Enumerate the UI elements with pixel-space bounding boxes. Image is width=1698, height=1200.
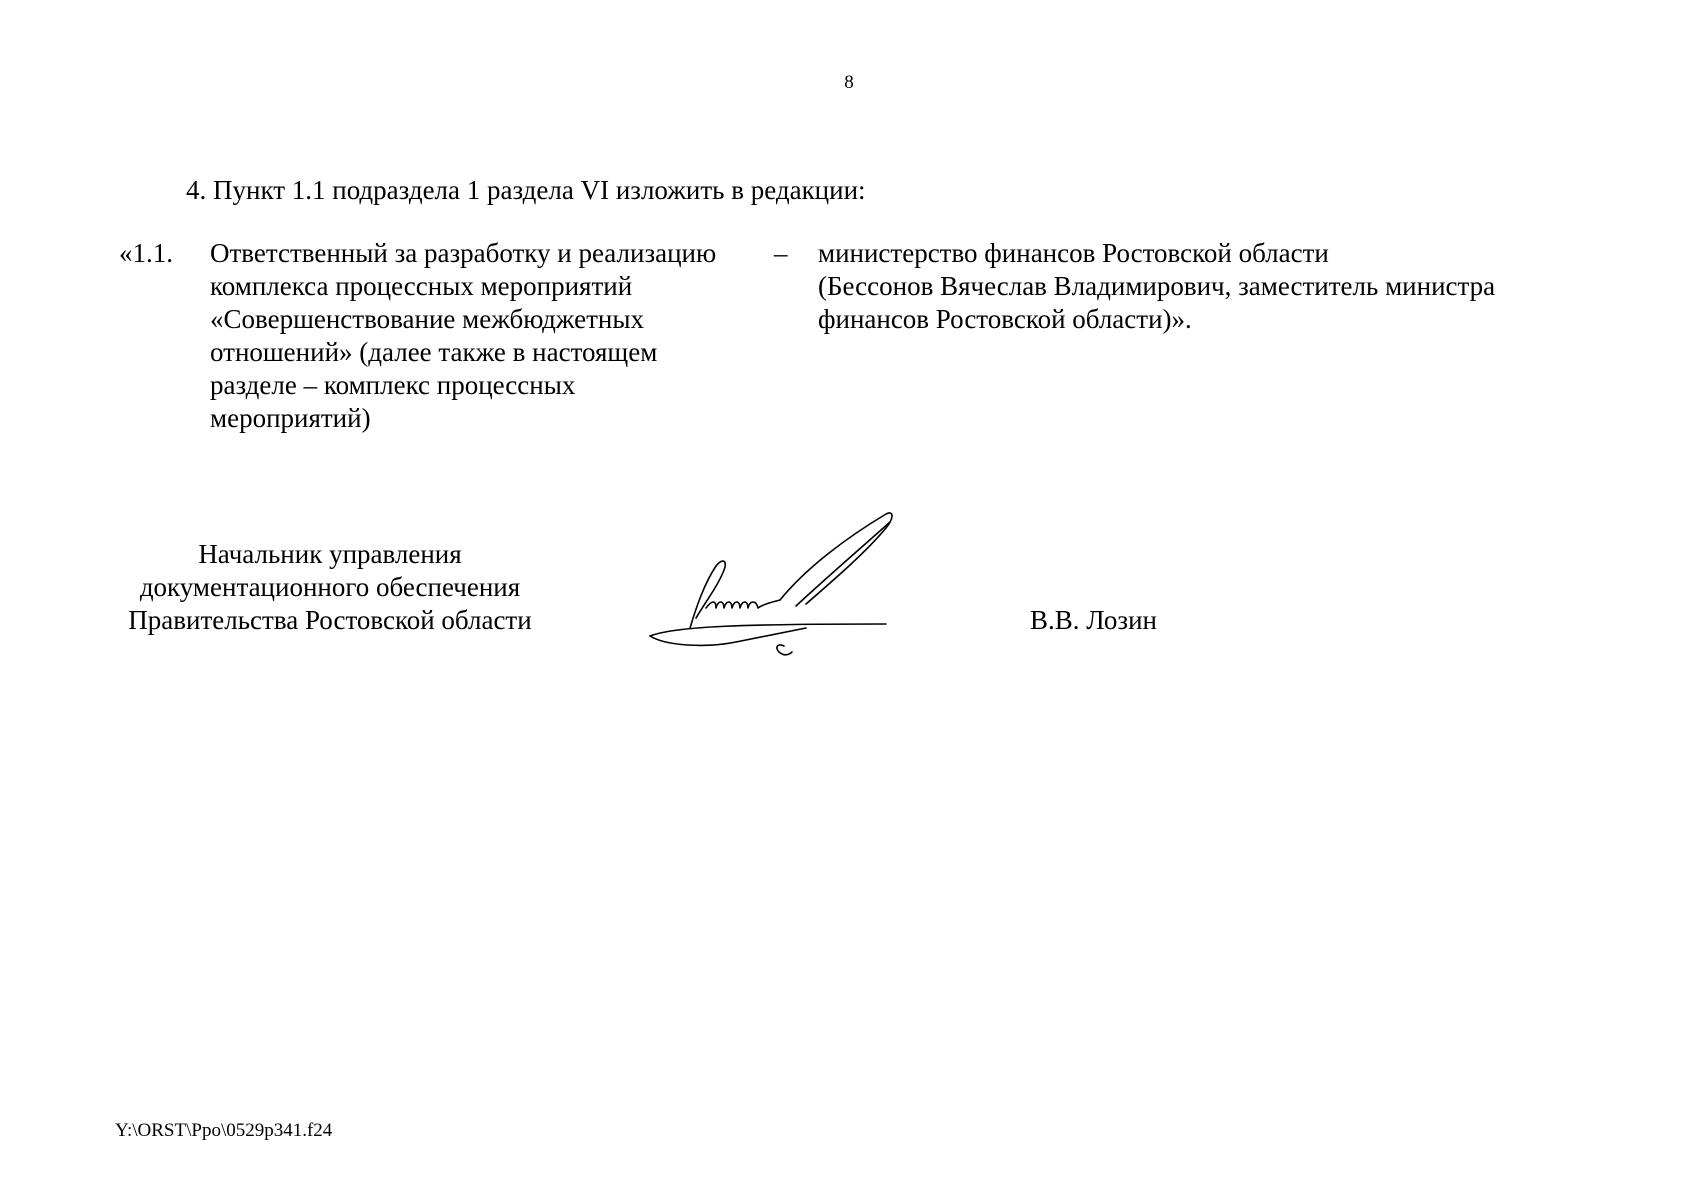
item-right-line: финансов Ростовской области)». [818, 304, 1192, 334]
item-responsible-description [210, 237, 750, 435]
item-left-line: Ответственный за разработку и реализацию [210, 238, 717, 268]
item-right-line: (Бессонов Вячеслав Владимирович, заместитель министра [818, 271, 1496, 301]
file-path: Y:\ORST\Ppo\0529p341.f24 [115, 1120, 333, 1141]
item-left-line: разделе – комплекс процессных [210, 370, 576, 400]
page-number: 8 [844, 72, 854, 93]
intro-paragraph: 4. Пункт 1.1 подраздела 1 раздела VI изложить в редакции: [186, 175, 866, 205]
signer-title-line: Правительства Ростовской области [128, 605, 532, 635]
item-left-line: «Совершенствование межбюджетных [210, 304, 644, 334]
item-left-line: мероприятий) [210, 403, 371, 433]
item-left-line: отношений» (далее также в настоящем [210, 337, 658, 367]
signer-title-line: документационного обеспечения [139, 572, 521, 602]
item-number: «1.1. [119, 238, 173, 268]
signer-name: В.В. Лозин [1030, 605, 1157, 635]
item-right-line: министерство финансов Ростовской области [818, 238, 1329, 268]
signer-title [100, 538, 560, 637]
item-responsible-value [818, 237, 1578, 336]
item-left-line: комплекса процессных мероприятий [210, 271, 633, 301]
signer-title-line: Начальник управления [198, 539, 462, 569]
handwritten-signature [646, 508, 976, 658]
item-dash: – [774, 238, 788, 268]
